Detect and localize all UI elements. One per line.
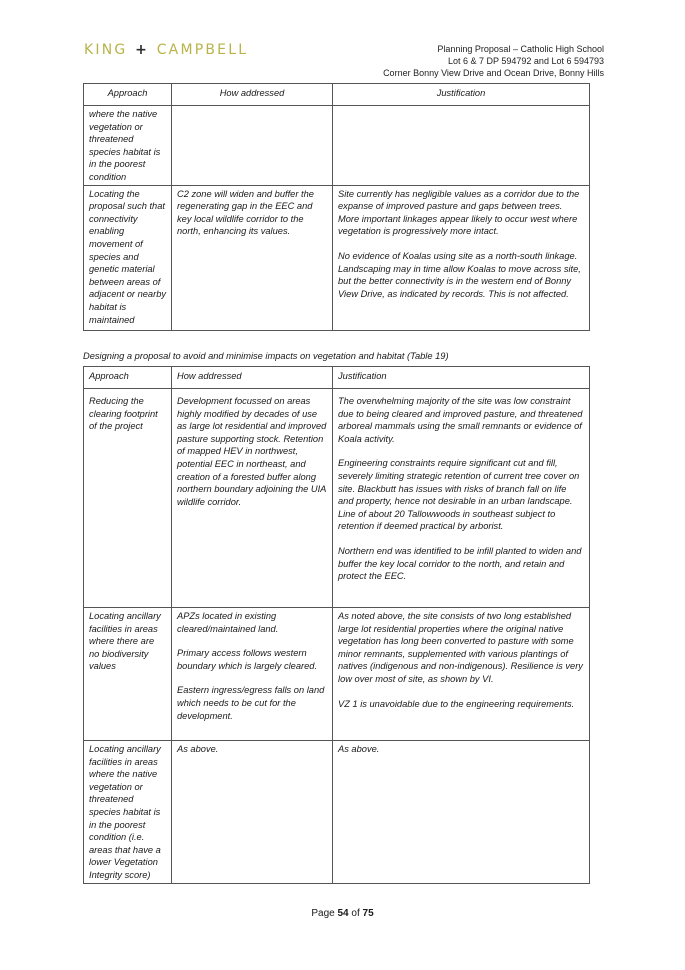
cell-paragraph: Eastern ingress/egress falls on land which needs to be cut for the development. (177, 685, 325, 721)
column-header-how-addressed: How addressed (172, 84, 333, 106)
cell-justification (333, 389, 590, 608)
table-row (84, 106, 590, 186)
table-connectivity (83, 83, 590, 331)
cell-paragraph: VZ 1 is unavoidable due to the engineering requirements. (338, 698, 575, 709)
cell-paragraph: C2 zone will widen and buffer the regenerating gap in the EEC and key local wildlife corridor to the north, enhancing its values. (177, 188, 314, 237)
cell-justification (333, 106, 590, 186)
cell-paragraph: APZs located in existing cleared/maintained land. (177, 611, 279, 634)
cell-justification (333, 741, 590, 884)
cell-paragraph: Site currently has negligible values as a corridor due to the expanse of improved pasture and gaps between trees. More important linkages appear likely to occur west where vegetation is progressively more intact. (338, 188, 580, 237)
table-row (84, 185, 590, 330)
header-line-title: Planning Proposal – Catholic High School (437, 44, 604, 54)
cell-approach: Locating the proposal such that connectivity enabling movement of species and genetic material between areas of adjacent or nearby habitat is maintained (84, 185, 172, 330)
cell-paragraph: Engineering constraints require significant cut and fill, severely limiting strategic retention of current tree cover on site. Blackbutt has issues with risks of branch fall on life and property, hence not desirable in an urban landscape. Line of about 20 Tallowwoods in southeast subject to retention if deemed practical by arborist. (338, 458, 580, 532)
table-header-row (84, 84, 590, 106)
table-avoid-minimise (83, 366, 590, 884)
cell-justification (333, 185, 590, 330)
company-logo (84, 42, 248, 58)
footer-page-separator: of (348, 908, 363, 919)
table-row (84, 608, 590, 741)
table-row (84, 741, 590, 884)
cell-how-addressed (172, 389, 333, 608)
logo-text-right: CAMPBELL (156, 42, 249, 58)
cell-justification (333, 608, 590, 741)
cell-approach: where the native vegetation or threatened species habitat is in the poorest condition (84, 106, 172, 186)
column-header-approach: Approach (84, 367, 172, 389)
cell-how-addressed (172, 185, 333, 330)
cell-paragraph: Northern end was identified to be infill planted to widen and buffer the key local corridor to the north, and retain and protect the EEC. (338, 545, 582, 582)
total-page-count: 75 (362, 908, 374, 919)
column-header-justification: Justification (333, 367, 590, 389)
current-page-number: 54 (337, 908, 349, 919)
cell-how-addressed (172, 608, 333, 741)
table-row (84, 389, 590, 608)
header-line-lots: Lot 6 & 7 DP 594792 and Lot 6 594793 (448, 56, 604, 66)
column-header-approach: Approach (84, 84, 172, 106)
footer-page-prefix: Page (311, 908, 338, 919)
cell-paragraph: No evidence of Koalas using site as a north-south linkage. Landscaping may in time allow Koalas to move across site, but the better connectivity is in the western end of Bonny View Drive, as indicated by records. This is not affected. (338, 250, 581, 299)
table-title: Designing a proposal to avoid and minimise impacts on vegetation and habitat (Table 19) (83, 351, 449, 361)
logo-text-left: KING (84, 42, 128, 58)
column-header-justification: Justification (333, 84, 590, 106)
header-line-address: Corner Bonny View Drive and Ocean Drive, Bonny Hills (383, 68, 604, 78)
cell-paragraph: As above. (338, 744, 380, 754)
cell-approach: Reducing the clearing footprint of the project (84, 389, 172, 608)
cell-paragraph: As above. (177, 744, 219, 754)
cell-how-addressed (172, 106, 333, 186)
column-header-how-addressed: How addressed (172, 367, 333, 389)
table-header-row (84, 367, 590, 389)
cell-approach: Locating ancillary facilities in areas where the native vegetation or threatened species habitat is in the poorest condition (i.e. areas that have a lower Vegetation Integrity score) (84, 741, 172, 884)
cell-paragraph: Primary access follows western boundary which is largely cleared. (177, 648, 318, 671)
cell-paragraph: As noted above, the site consists of two long established large lot residential properties where the original native vegetation has long been converted to pasture with some minor remnants, supplemented with various plantings of natives (indigenous and non-indigenous). Resilience is very low over most of site, as shown by VI. (338, 611, 583, 684)
document-header-info (383, 43, 604, 79)
cell-approach: Locating ancillary facilities in areas where there are no biodiversity values (84, 608, 172, 741)
page-footer (0, 908, 685, 919)
cell-how-addressed (172, 741, 333, 884)
cell-paragraph: The overwhelming majority of the site was low constraint due to being cleared and improved pasture, and threatened arboreal mammals using the small remnants or evidence of Koala activity. (338, 396, 583, 444)
cell-paragraph: Development focussed on areas highly modified by decades of use as large lot residential and improved pasture supporting stock. Retention of mapped HEV in northwest, potential EEC in northeast, and creation of a forested buffer along northern boundary adjoining the UIA wildlife corridor. (177, 396, 327, 507)
logo-plus: + (135, 42, 150, 58)
